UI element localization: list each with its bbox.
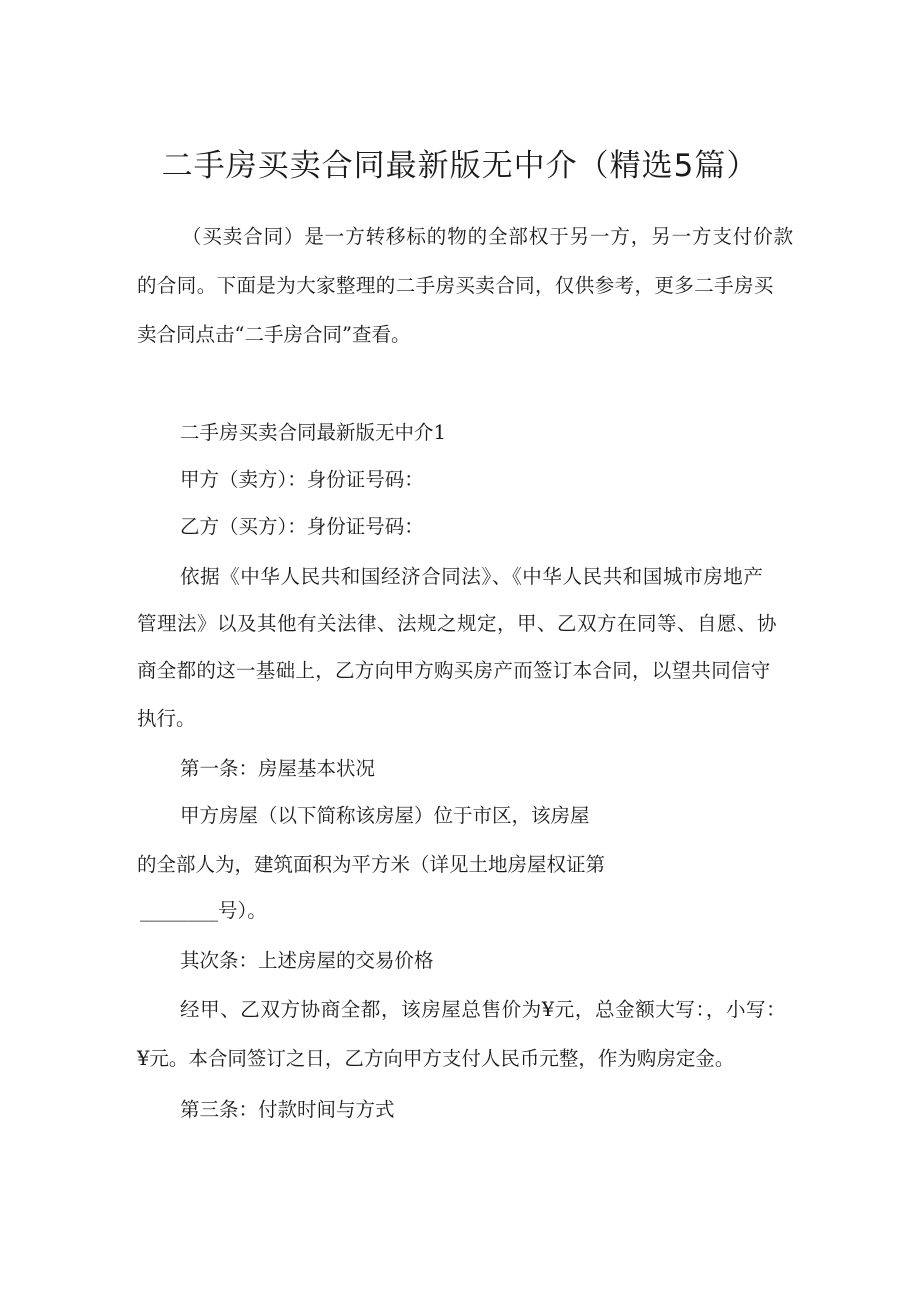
section-heading: 二手房买卖合同最新版无中介1: [180, 421, 446, 444]
article-2-line-1: 经甲、乙双方协商全都，该房屋总售价为¥元，总金额大写：，小写：: [180, 998, 787, 1021]
article-1-line-1: 甲方房屋（以下简称该房屋）位于市区，该房屋: [180, 804, 590, 827]
article-1-line-2: 的全部人为，建筑面积为平方米（详见土地房屋权证第: [137, 853, 606, 876]
document-title: 二手房买卖合同最新版无中介（精选5篇）: [161, 148, 759, 184]
article-3-heading: 第三条：付款时间与方式: [180, 1098, 395, 1121]
party-a-line: 甲方（卖方）：身份证号码：: [180, 468, 424, 491]
intro-line-3: 卖合同点击“二手房合同”查看。: [137, 323, 411, 346]
party-b-line: 乙方（买方）：身份证号码：: [180, 515, 424, 538]
basis-line-3: 商全都的这一基础上，乙方向甲方购买房产而签订本合同，以望共同信守: [137, 659, 771, 682]
intro-line-1: （买卖合同）是一方转移标的物的全部权于另一方，另一方支付价款: [182, 225, 795, 248]
article-1-line-3: ________号）。: [140, 899, 267, 922]
article-1-heading: 第一条：房屋基本状况: [180, 757, 376, 780]
article-2-line-2: ¥元。本合同签订之日，乙方向甲方支付人民币元整，作为购房定金。: [137, 1047, 735, 1070]
article-2-heading: 其次条：上述房屋的交易价格: [180, 949, 434, 972]
basis-line-1: 依据《中华人民共和国经济合同法》、《中华人民共和国城市房地产: [180, 565, 764, 588]
intro-line-2: 的合同。下面是为大家整理的二手房买卖合同，仅供参考，更多二手房买: [137, 274, 774, 297]
basis-line-4: 执行。: [137, 707, 196, 730]
basis-line-2: 管理法》以及其他有关法律、法规之规定，甲、乙双方在同等、自愿、协: [137, 612, 778, 635]
